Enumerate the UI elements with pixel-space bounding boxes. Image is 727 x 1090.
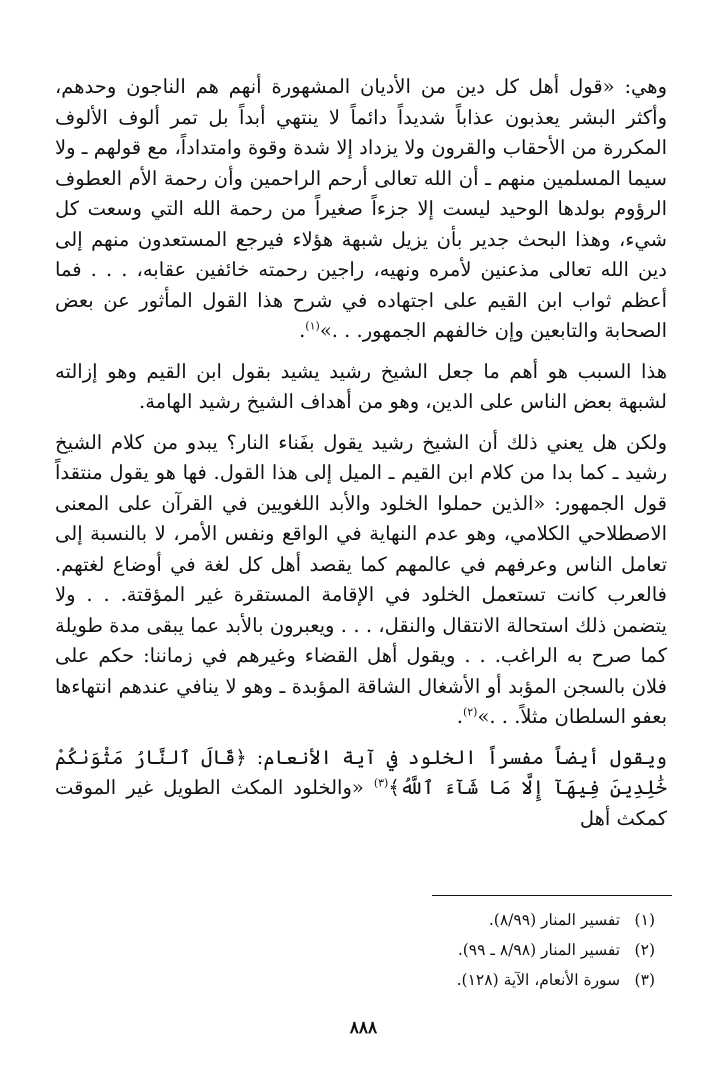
footnote-text: تفسير المنار (٨/٩٩). — [488, 911, 621, 929]
paragraph-4 — [55, 743, 667, 835]
footnotes — [255, 905, 655, 995]
paragraph-text: ويقول أيضاً مفسراً الخلود في آية الأنعام: ﴿قَالَ ٱلنَّارُ مَثْوَىٰكُمْ خَٰلِدِينَ فِيهَآ إِلَّا مَا شَآءَ ٱللَّهُ﴾ — [55, 745, 667, 799]
paragraph-tail: . — [299, 319, 306, 342]
paragraph-text: هذا السبب هو أهم ما جعل الشيخ رشيد يشيد بقول ابن القيم وهو إزالته لشبهة بعض الناس على الدين، وهو من أهداف الشيخ رشيد الهامة. — [55, 359, 667, 413]
paragraph-tail: «والخلود المكث الطويل غير الموقت كمكث أهل — [55, 776, 667, 830]
paragraph-text: وهي: «قول أهل كل دين من الأديان المشهورة أنهم هم الناجون وحدهم، وأكثر البشر يعذبون عذاباً شديداً دائماً لا ينتهي أبداً بل تمر ألوف الألوف المكررة من الأحقاب والقرون ولا يزداد إلا شدة وقوة وامتداداً، مع قولهم ـ ولا سيما المسلمين منهم ـ أن الله تعالى أرحم الراحمين وأن رحمة الأم العطوف الرؤوم بولدها الوحيد ليست إلا جزءاً صغيراً من رحمة الله التي وسعت كل شيء، وهذا البحث جدير بأن يزيل شبهة هؤلاء فيرجع المستعدون منهم إلى دين الله تعالى مذعنين لأمره ونهيه، راجين رحمته خائفين عقابه، . . . فما أعظم ثواب ابن القيم على اجتهاده في شرح هذا القول المأثور عن بعض الصحابة والتابعين وإن خالفهم الجمهور. . .» — [55, 75, 667, 342]
footnote-3 — [255, 965, 655, 995]
main-text — [55, 72, 667, 844]
footnote-divider — [432, 895, 672, 896]
footnote-text: تفسير المنار (٨/٩٨ ـ ٩٩). — [457, 941, 621, 959]
footnote-2 — [255, 935, 655, 965]
footnote-number: (٢) — [634, 941, 655, 959]
footnote-number: (١) — [634, 911, 655, 929]
paragraph-3 — [55, 428, 667, 733]
paragraph-text: ولكن هل يعني ذلك أن الشيخ رشيد يقول بفَناء النار؟ يبدو من كلام الشيخ رشيد ـ كما بدا من كلام ابن القيم ـ الميل إلى هذا القول. فها هو يقول منتقداً قول الجمهور: «الذين حملوا الخلود والأبد اللغويين في القرآن على المعنى الاصطلاحي الكلامي، وهو عدم النهاية في الواقع ونفس الأمر، لا بالنسبة إلى تعامل الناس وعرفهم في عالمهم كما يقصد أهل كل لغة في أوضاع لغتهم. فالعرب كانت تستعمل الخلود في الإقامة المستقرة غير المؤقتة. . . ولا يتضمن ذلك استحالة الانتقال والنقل، . . . ويعبرون بالأبد عما يبقى مدة طويلة كما صرح به الراغب. . . ويقول أهل القضاء وغيرهم في زماننا: حكم على فلان بالسجن المؤبد أو الأشغال الشاقة المؤبدة ـ وهو لا ينافي عندهم انتهاءها بعفو السلطان مثلاً. . .» — [55, 430, 667, 728]
footnote-number: (٣) — [634, 971, 655, 989]
footnote-ref: (٢) — [462, 705, 478, 719]
footnote-1 — [255, 905, 655, 935]
paragraph-tail: . — [456, 705, 463, 728]
paragraph-2 — [55, 357, 667, 418]
paragraph-1 — [55, 72, 667, 347]
footnote-ref: (٣) — [373, 776, 389, 790]
footnote-ref: (١) — [305, 319, 320, 333]
page-number: ٨٨٨ — [349, 1018, 378, 1038]
footnote-text: سورة الأنعام، الآية (١٢٨). — [456, 971, 621, 989]
